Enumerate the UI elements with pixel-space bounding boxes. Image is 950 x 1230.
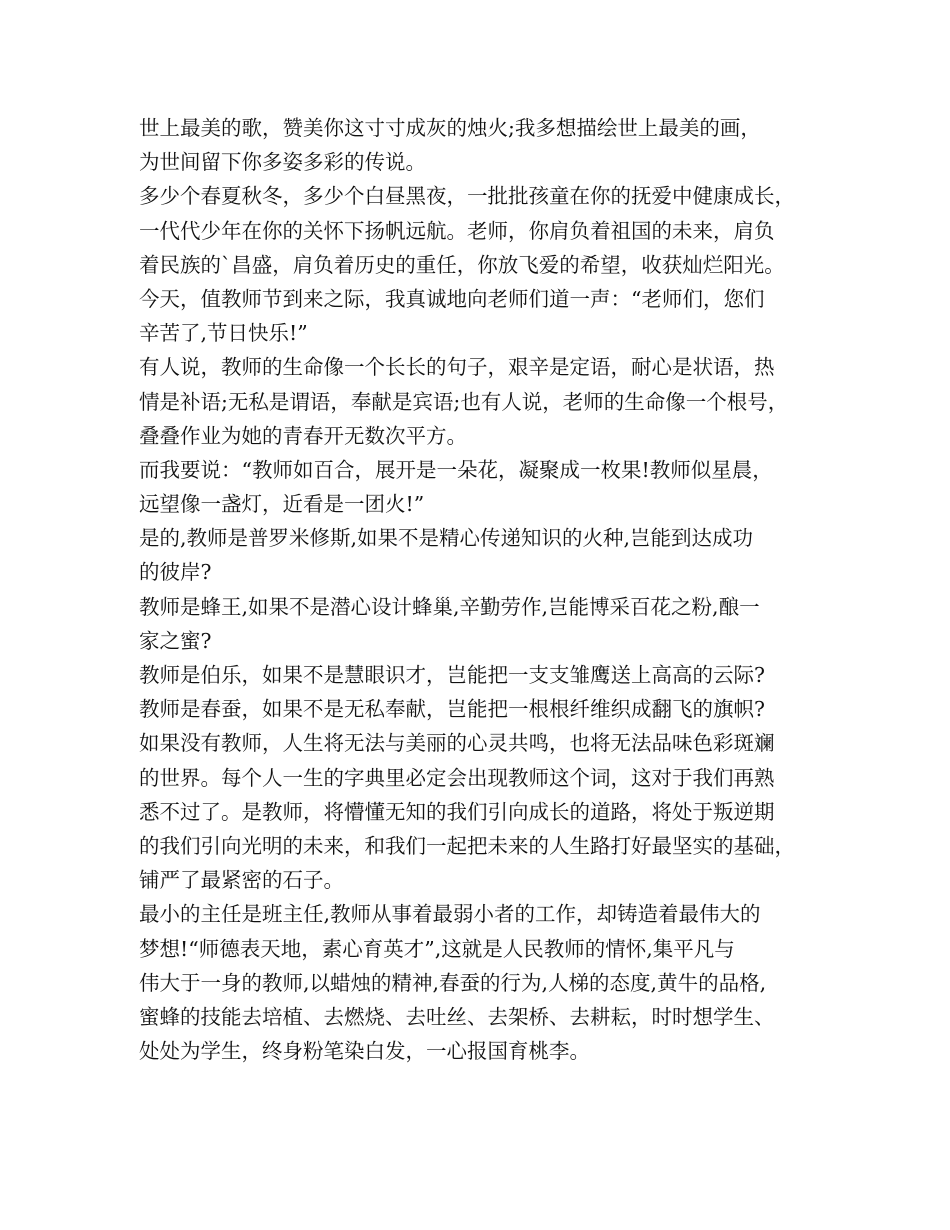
text-line: 今天，值教师节到来之际，我真诚地向老师们道一声：“老师们，您们 xyxy=(139,286,765,311)
text-line: 梦想!“师德表天地，素心育英才”,这就是人民教师的情怀,集平凡与 xyxy=(139,936,735,961)
text-line: 最小的主任是班主任,教师从事着最弱小者的工作，却铸造着最伟大的 xyxy=(139,902,761,927)
text-line: 的我们引向光明的未来，和我们一起把未来的人生路打好最坚实的基础， xyxy=(139,833,795,858)
text-line: 着民族的`昌盛，肩负着历史的重任，你放飞爱的希望，收获灿烂阳光。 xyxy=(139,252,785,277)
text-line: 处处为学生，终身粉笔染白发，一心报国育桃李。 xyxy=(139,1039,590,1064)
text-line: 教师是春蚕，如果不是无私奉献，岂能把一根根纤维织成翻飞的旗帜? xyxy=(139,697,765,722)
text-line: 悉不过了。是教师，将懵懂无知的我们引向成长的道路，将处于叛逆期 xyxy=(139,799,775,824)
text-line: 一代代少年在你的关怀下扬帆远航。老师，你肩负着祖国的未来，肩负 xyxy=(139,218,775,243)
text-line: 远望像一盏灯，近看是一团火!” xyxy=(139,492,425,517)
text-line: 的彼岸? xyxy=(139,560,212,585)
text-line: 而我要说：“教师如百合，展开是一朵花，凝聚成一枚果!教师似星晨， xyxy=(139,457,773,482)
document-body xyxy=(139,111,839,1068)
text-line: 铺严了最紧密的石子。 xyxy=(139,868,344,893)
text-line: 叠叠作业为她的青春开无数次平方。 xyxy=(139,423,467,448)
text-line: 蜜蜂的技能去培植、去燃烧、去吐丝、去架桥、去耕耘，时时想学生、 xyxy=(139,1004,775,1029)
text-line: 世上最美的歌，赞美你这寸寸成灰的烛火;我多想描绘世上最美的画， xyxy=(139,116,761,140)
text-line: 如果没有教师，人生将无法与美丽的心灵共鸣，也将无法品味色彩斑斓 xyxy=(139,731,775,756)
text-line: 辛苦了,节日快乐!” xyxy=(139,321,308,346)
text-line: 为世间留下你多姿多彩的传说。 xyxy=(139,150,426,175)
text-line: 是的,教师是普罗米修斯,如果不是精心传递知识的火种,岂能到达成功 xyxy=(139,526,754,551)
text-line: 教师是伯乐，如果不是慧眼识才，岂能把一支支雏鹰送上高高的云际? xyxy=(139,663,765,687)
text-line: 有人说，教师的生命像一个长长的句子，艰辛是定语，耐心是状语，热 xyxy=(139,355,775,380)
text-line: 家之蜜? xyxy=(139,628,212,653)
text-line: 情是补语;无私是谓语，奉献是宾语;也有人说，老师的生命像一个根号， xyxy=(139,389,789,414)
text-line: 伟大于一身的教师,以蜡烛的精神,春蚕的行为,人梯的态度,黄牛的品格, xyxy=(139,970,767,995)
text-line: 的世界。每个人一生的字典里必定会出现教师这个词，这对于我们再熟 xyxy=(139,765,775,790)
text-line: 教师是蜂王,如果不是潜心设计蜂巢,辛勤劳作,岂能博采百花之粉,酿一 xyxy=(139,594,760,619)
text-line: 多少个春夏秋冬，多少个白昼黑夜，一批批孩童在你的抚爱中健康成长， xyxy=(139,184,795,209)
